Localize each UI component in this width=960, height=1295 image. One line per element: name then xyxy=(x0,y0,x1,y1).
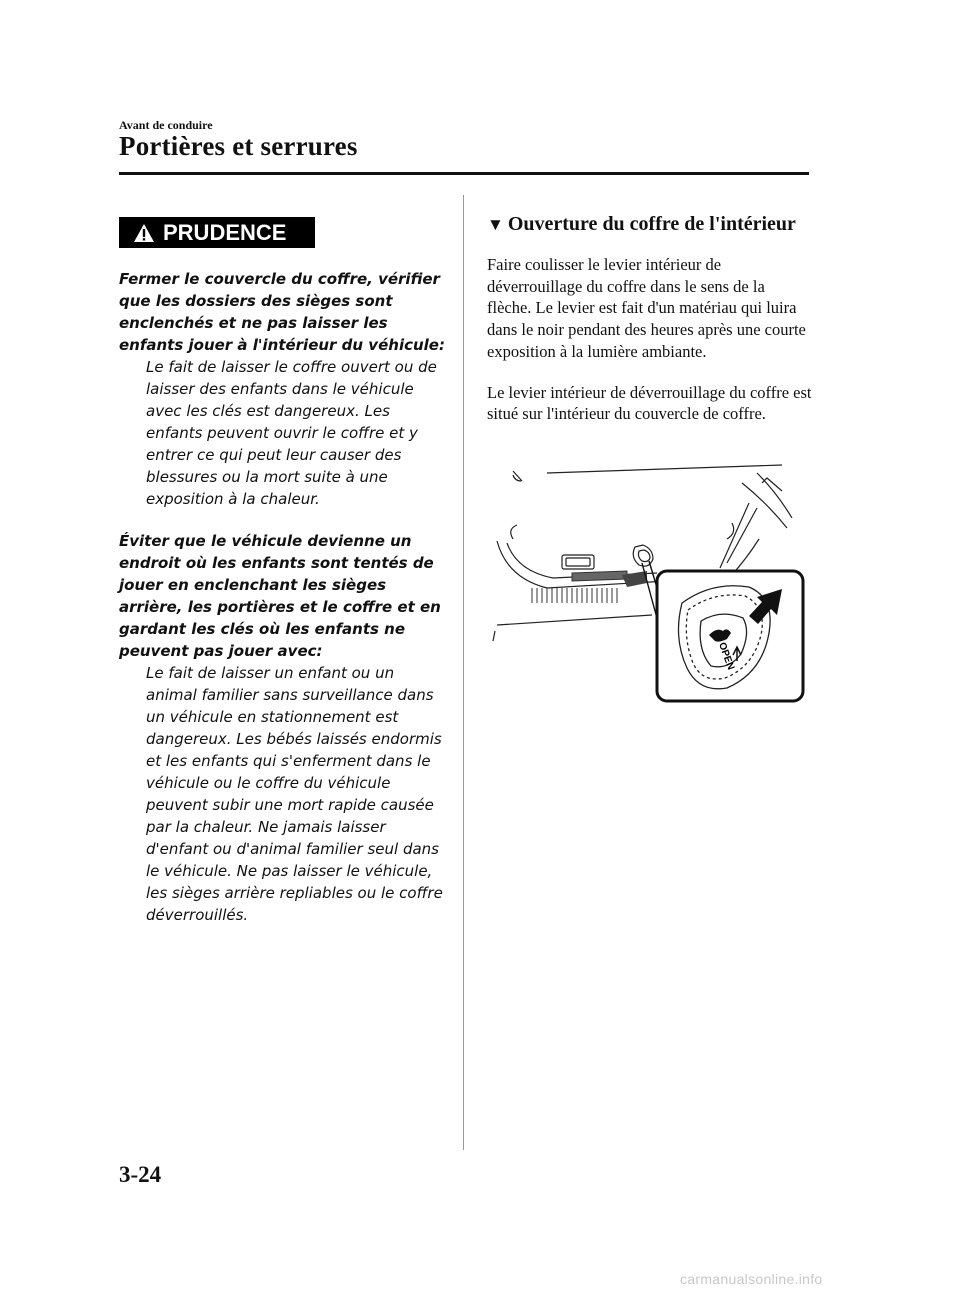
page-number: 3-24 xyxy=(119,1162,162,1187)
trunk-release-lever-illustration xyxy=(487,463,807,703)
warning-triangle-icon xyxy=(133,223,155,243)
section-marker-icon: ▼ xyxy=(487,214,504,234)
caution-warning-2-body: Le fait de laisser un enfant ou un animal familier sans surveillance dans un véhicule en stationnement est dangereux. Les bébés laissés endormis et les enfants qui s'enferment dans le véhicule ou le coffre du véhicule peuvent subir une mort rapide causée par la chaleur. Ne jamais laisser d'enfant ou d'animal familier seul dans le véhicule. Ne pas laisser le véhicule, les sièges arrière repliables ou le coffre déverrouillés. xyxy=(146,664,443,924)
trunk-release-section xyxy=(487,213,812,425)
section-heading-text: Ouverture du coffre de l'intérieur xyxy=(507,213,796,235)
watermark: carmanualsonline.info xyxy=(680,1271,823,1287)
header-section-label: Avant de conduire xyxy=(119,118,213,132)
caution-badge xyxy=(119,217,315,248)
lever-open-label: OPEN xyxy=(716,641,737,672)
section-paragraph-1: Faire coulisser le levier intérieur de déverrouillage du coffre dans le sens de la flèche. Le levier est fait d'un matériau qui luira dans le noir pendant des heures après une courte exposition à la lumière ambiante. xyxy=(487,255,806,361)
caution-badge-label: PRUDENCE xyxy=(163,219,287,245)
caution-warning-1-lead: Fermer le couvercle du coffre, vérifier que les dossiers des sièges sont enclenchés et ne pas laisser les enfants jouer à l'intérieur du véhicule: xyxy=(119,270,445,354)
header-divider xyxy=(119,172,809,175)
caution-block xyxy=(119,217,449,926)
caution-warning-1-body: Le fait de laisser le coffre ouvert ou de laisser des enfants dans le véhicule avec les clés est dangereux. Les enfants peuvent ouvrir le coffre et y entrer ce qui peut leur causer des blessures ou la mort suite à une exposition à la chaleur. xyxy=(146,358,437,508)
column-divider xyxy=(463,195,464,1150)
page-title: Portières et serrures xyxy=(119,131,358,161)
section-paragraph-2: Le levier intérieur de déverrouillage du coffre est situé sur l'intérieur du couvercle de coffre. xyxy=(487,382,812,424)
section-heading xyxy=(487,213,812,236)
caution-warning-2-lead: Éviter que le véhicule devienne un endroit où les enfants sont tentés de jouer en enclenchant les sièges arrière, les portières et le coffre et en gardant les clés où les enfants ne peuvent pas jouer avec: xyxy=(119,532,441,660)
